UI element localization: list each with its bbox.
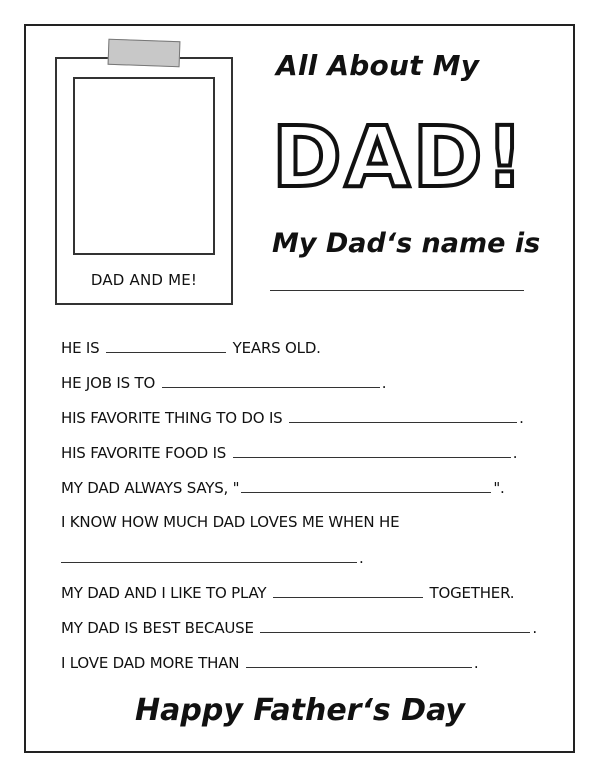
blank-age[interactable] [106, 340, 226, 353]
tape-strip [108, 39, 181, 67]
blank-love-more-than[interactable] [246, 655, 472, 668]
blank-favorite-thing[interactable] [289, 410, 517, 423]
prompt-age: HE IS YEARS OLD. [61, 339, 321, 357]
blank-favorite-food[interactable] [233, 445, 511, 458]
prompt-always-says: MY DAD ALWAYS SAYS, " ". [61, 479, 505, 497]
blank-play[interactable] [273, 585, 423, 598]
prompt-play: MY DAD AND I LIKE TO PLAY TOGETHER. [61, 584, 515, 602]
prompt-love-more-than: I LOVE DAD MORE THAN . [61, 654, 479, 672]
name-blank[interactable] [270, 290, 524, 291]
blank-loves-me[interactable] [61, 550, 357, 563]
blank-best-because[interactable] [260, 620, 530, 633]
prompt-favorite-thing: HIS FAVORITE THING TO DO IS . [61, 409, 524, 427]
photo-window [73, 77, 215, 255]
photo-frame [55, 57, 233, 305]
footer-greeting: Happy Father‘s Day [135, 693, 465, 728]
title-dad-outline [268, 106, 530, 196]
prompt-best-because: MY DAD IS BEST BECAUSE . [61, 619, 537, 637]
title-top: All About My [276, 49, 480, 82]
prompt-loves-me-continued: . [61, 550, 364, 566]
blank-always-says[interactable] [241, 480, 491, 493]
title-dad: DAD! [272, 108, 527, 196]
prompt-job: HE JOB IS TO . [61, 374, 387, 392]
blank-job[interactable] [162, 375, 380, 388]
prompt-loves-me: I KNOW HOW MUCH DAD LOVES ME WHEN HE [61, 513, 400, 531]
name-prompt: My Dad‘s name is [272, 228, 541, 259]
prompt-favorite-food: HIS FAVORITE FOOD IS . [61, 444, 518, 462]
photo-caption: DAD AND ME! [90, 271, 198, 289]
